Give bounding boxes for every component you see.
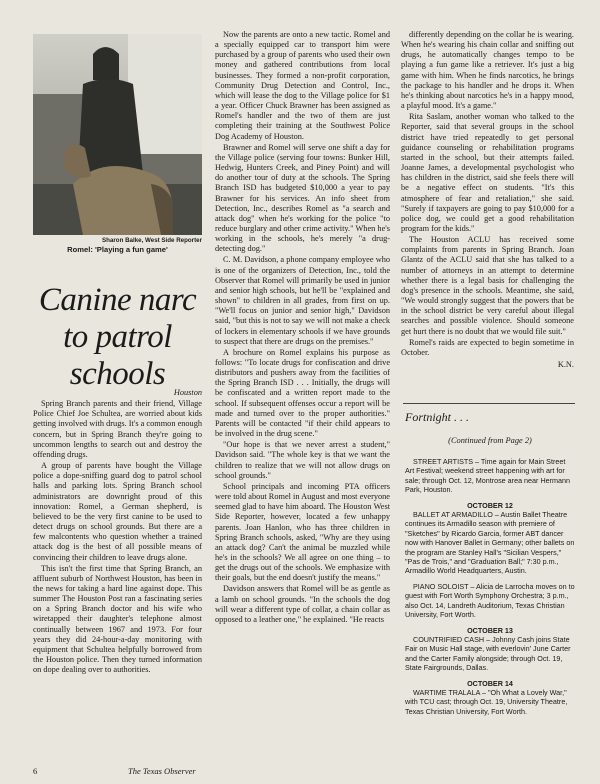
article-paragraph: A group of parents have bought the Village police a dope-sniffing guard dog to patrol school halls and parking lots. Spring Branch school administrators are downright proud of this innovation: Romel, a German shepherd, is believed to be the very first canine to be used to detect drugs on school grounds. But there are a few malcontents who question whether a trained attack dog is the best of all possible means of convincing their children to leave drugs alone. [33,461,202,562]
article-column-1 [33,388,202,676]
article-column-2 [215,30,390,626]
article-paragraph: A brochure on Romel explains his purpose as follows: "To locate drugs for confiscation and drive distributors and pushers away from the facilities of the Spring Branch ISD . . . Initially, the drugs will be confiscated and a written report made to the school. If subsequent offenses occur a report will be made and turned over to the proper authorities." Parents will be contacted "if their child appears to be involved in the drug scene." [215,347,390,439]
article-paragraph: Brawner and Romel will serve one shift a day for the Village police (serving four towns: Bunker Hill, Hedwig, Hunters Creek, and Piney Point) and will do another tour of duty at the schools. The Spring Branch ISD has budgeted $10,000 a year to pay Brawner for his services. An info sheet from Detection, Inc., describes Romel as "a search and attack dog" when he's working for the police "to reduce burglary and other crime activity." When he's working in the schools, he's merely "a drug-detecting dog." [215,142,390,254]
article-paragraph: C. M. Davidson, a phone company employee who is one of the organizers of Detection, Inc., told the Observer that Romel will primarily be used in junior and senior high schools, but he'll be "explained and shown" to children in all grades, from first on up. "We'll focus on junior and senior high," Davidson said, "but this is not to say we will not make a check of lockers in elementary schools if we have grounds to suspect that there are drugs on the premises." [215,255,390,346]
photo-credit: Sharon Balke, West Side Reporter [102,237,202,244]
headline: Canine narc to patrol schools [38,282,197,392]
listing-entry: BALLET AT ARMADILLO – Austin Ballet Theatre continues its Armadillo season with premiere of "Sketches" by Ricardo Garcia, former ABT dancer now with Hanover Ballet in Germany; other ballets on the program are Stanley Hall's "Sicilian Vespers," "Pas de Trois," and "Graduation Ball;" 7:30 p.m., Armadillo World Headquarters, Austin. [405,510,575,576]
continued-note: (Continued from Page 2) [448,436,532,445]
section-divider [403,403,575,404]
photo-caption: Romel: 'Playing a fun game' [67,245,168,254]
listing-date: OCTOBER 14 [467,678,513,688]
dog-photo [33,34,202,235]
dateline: Houston [173,388,202,397]
article-paragraph: Rita Saslam, another woman who talked to the Reporter, said that several groups in the school district have tried repeatedly to get personal guidance counseling or rehabilitation programs started in the school, but their attempts failed. Joanne James, a developmental psychologist who has children in the district, said she feels there will be a negative effect on students. "It's this atmosphere of fear and retaliation," she said. "Surely if taxpayers are going to pay $10,000 for a police dog, we could get a good rehabilitation program for the kids." [401,112,574,233]
listing-date: OCTOBER 12 [467,500,513,510]
page-number: 6 [33,766,38,776]
article-paragraph: differently depending on the collar he is wearing. When he's wearing his chain collar and sniffing out drugs, he automatically changes tempo to be playing a fun game like a retriever. It's just a big game with him. When he finds narcotics, he brings the package to his handler and he drops it. When he's thinking about narcotics he's in a happy mood, a playful mood. It's a game." [401,30,574,111]
article-column-3 [401,30,574,370]
article-paragraph: This isn't the first time that Spring Branch, an affluent suburb of Northwest Houston, has been in the news for taking a hard line against dope. This summer The Houston Post ran a fascinating series on a Spring Branch doctor and his wife who wiretapped their daughter's telephone almost continually between 1967 and 1973. For four years they did 24-hour-a-day monitoring with equipment that Schultea helpfully borrowed from the Houston police. Then they turned information on dope dealing over to authorities. [33,563,202,675]
article-paragraph: "Our hope is that we never arrest a student," Davidson said. "The whole key is that we want the children to realize that we will not allow drugs on school grounds." [215,440,390,480]
listing-entry: COUNTRIFIED CASH – Johnny Cash joins State Fair on Music Hall stage, with everlovin' June Carter and the Carter Family alongside; through Oct. 19, State Fairgrounds, Dallas. [405,634,571,673]
article-paragraph: Romel's raids are expected to begin sometime in October. [401,337,574,357]
article-paragraph: Now the parents are onto a new tactic. Romel and a specially equipped car to transport him were purchased by a group of parents who used their own money and gathered contributions from local businesses. They formed a non-profit corporation, Community Drug Detection and Control, Inc., which will lease the dog to the Village police for $1 a year. Officer Chuck Brawner has been assigned as Romel's handler and the two of them are just completing their training at the Southwest Police Dog Academy of Houston. [215,30,390,141]
fortnight-title: Fortnight . . . [405,410,470,424]
fortnight-listings [405,457,575,722]
byline: K.N. [557,360,574,369]
listing-entry: PIANO SOLOIST – Alicia de Larrocha moves on to guest with Fort Worth Symphony Orchestra; 3 p.m., also Oct. 14, Landreth Auditorium, Texas Christian University, Fort Worth. [405,581,575,620]
article-paragraph: Davidson answers that Romel will be as gentle as a lamb on school grounds. "In the schools the dog will wear a different type of collar, a chain collar as opposed to a leather one," he explained. "He reacts [215,584,390,624]
listing-date: OCTOBER 13 [467,625,513,635]
publication-name: The Texas Observer [128,766,196,776]
article-paragraph: School principals and incoming PTA officers were told about Romel in August and most everyone seemed glad to have him aboard. The Houston West Side Reporter, however, located a few unhappy parents. Joan Hanlon, who has three children in Spring Branch schools, asked, "Why are they using an attack dog? Can't the animal be muzzled while he's in the schools? We all agree on one thing – to get the drugs out of the schools. We emphasize with their goals, but the end doesn't justify the means." [215,481,390,583]
article-paragraph: Spring Branch parents and their friend, Village Police Chief Joe Schultea, are worried about kids getting involved with drugs. It's a common enough concern, but in Spring Branch they're going to uncommon lengths to search out and destroy the offending drugs. [33,399,202,459]
article-paragraph: The Houston ACLU has received some complaints from parents in Spring Branch. Joan Glantz of the ACLU said that she has talked to a number of attorneys in an attempt to determine whether there is a legal basis for challenging the dog's presence in the schools. Meantime, she said, "We would strongly suggest that the powers that be in the school district be very careful about illegal searches and possible violence. Should someone get hurt there is no doubt that we would file suit." [401,235,574,336]
listing-entry: STREET ARTISTS – Time again for Main Street Art Festival; weekend street happening with art for sale; through Oct. 12, Montrose area near Hermann Park, Houston. [405,457,571,495]
listing-entry: WARTIME TRALALA – "Oh What a Lovely War," with TCU cast; through Oct. 19, University Theatre, Texas Christian University, Fort Worth. [405,687,568,716]
